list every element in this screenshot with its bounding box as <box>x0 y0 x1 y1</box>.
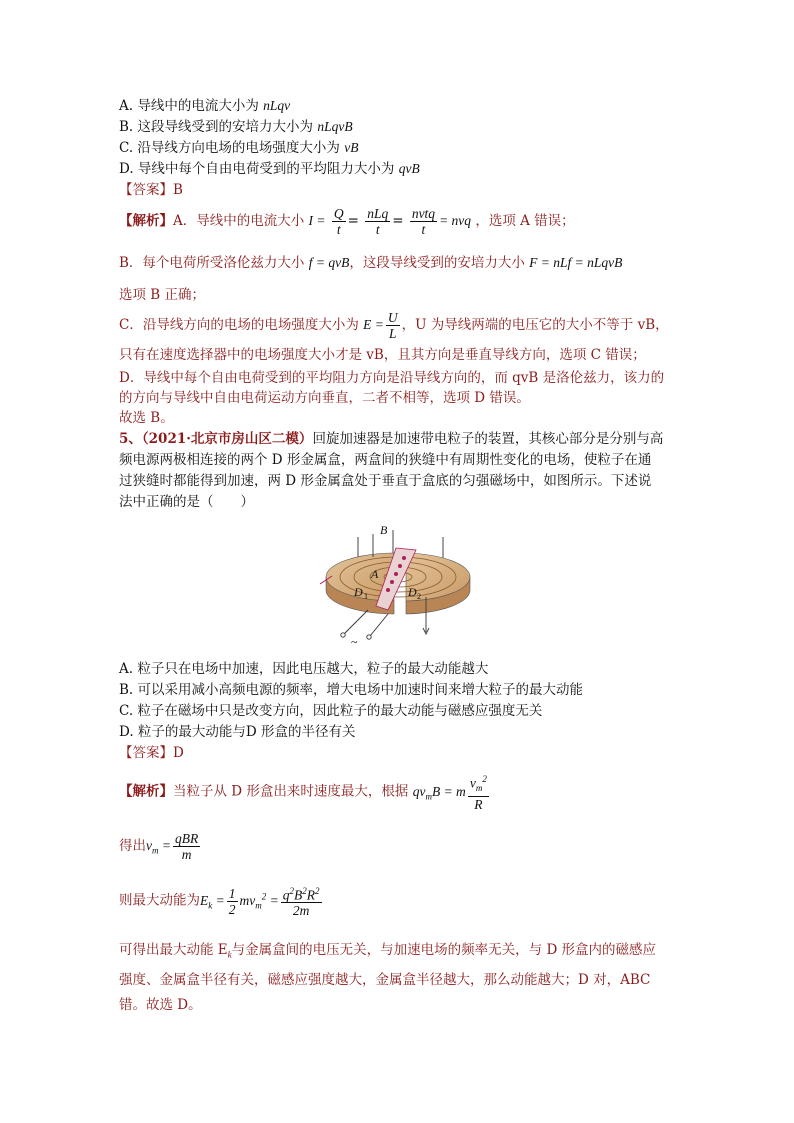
q5-option-d: D. 粒子的最大动能与D 形盒的半径有关 <box>119 724 356 740</box>
q4-analysis-c: C．沿导线方向的电场的电场强度大小为 E = $\frac{U}{L}$ ，U 为导线两端的电压它的大小不等于 vB， <box>119 310 669 341</box>
q5-option-c: C. 粒子在磁场中只是改变方向，因此粒子的最大动能与磁感应强度无关 <box>119 703 543 719</box>
q5-stem-line-3: 过狭缝时都能得到加速，两 D 形金属盒处于垂直于盒底的匀强磁场中，如图所示。下述说 <box>119 473 652 489</box>
label-d1-sub: 1 <box>364 592 368 601</box>
power-leads <box>341 610 388 639</box>
q5-stem-line-1: 5、（2021·北京市房山区二模）回旋加速器是加速带电粒子的装置，其核心部分是分别与高 <box>119 431 664 447</box>
q5-stem-line-2: 频电源两极相连接的两个 D 形金属盒，两盒间的狭缝中有周期性变化的电场，使粒子在通 <box>119 452 652 468</box>
q4-analysis-d-line1: D．导线中每个自由电荷受到的平均阻力方向是沿导线方向的，而 qvB 是洛伦兹力，该力的 <box>119 370 665 386</box>
q4-answer: 【答案】B <box>119 182 183 198</box>
q4-analysis-c-line2: 只有在速度选择器中的电场强度大小才是 vB，且其方向是垂直导线方向，选项 C 错误； <box>119 347 646 363</box>
label-a: A <box>371 567 379 581</box>
q5-option-a: A. 粒子只在电场中加速，因此电压越大，粒子的最大动能越大 <box>119 661 489 677</box>
q5-answer: 【答案】D <box>119 745 184 761</box>
q4-analysis-a: 【解析】A．导线中的电流大小 I = $\frac{Q}{t}$ = $\frac{\text{nLq}}{t}$ = $\frac{\text{nvtq}}{t}$ = nvq ，选项 A 错误； <box>119 206 575 237</box>
label-d2: D <box>408 585 417 599</box>
label-b: B <box>380 523 388 537</box>
label-d1: D <box>354 585 363 599</box>
q5-analysis-2: 得出$v_m$ = $\frac{\text{qBR}}{m}$ <box>119 831 199 862</box>
q4-option-c: C. 沿导线方向电场的电场强度大小为 vB <box>119 140 359 156</box>
q5-final-line-3: 错。故选 D。 <box>119 997 202 1013</box>
q4-conclusion: 故选 B。 <box>119 410 174 426</box>
q4-option-d: D. 导线中每个自由电荷受到的平均阻力大小为 qvB <box>119 161 420 177</box>
q4-option-a: A. 导线中的电流大小为 nLqv <box>119 98 291 114</box>
label-ac: ~ <box>351 635 358 647</box>
q5-final-line-1: 可得出最大动能 $E_k$与金属盒间的电压无关，与加速电场的频率无关，与 D 形盒内的磁感应 <box>119 942 657 960</box>
q5-analysis-3: 则最大动能为$E_k$ = $\frac{1}{2}$ $mv_m^2$ = $\frac{q^2B^2R^2}{2m}$ <box>119 885 320 919</box>
cyclotron-figure <box>318 522 478 647</box>
q5-final-line-2: 强度、金属盒半径有关，磁感应强度越大，金属盒半径越大，那么动能越大；D 对，ABC <box>119 972 651 988</box>
label-d2-sub: 2 <box>417 592 421 601</box>
q4-analysis-b-tail: 选项 B 正确； <box>119 287 206 303</box>
q4-analysis-d-line2: 的方向与导线中自由电荷运动方向垂直，二者不相等，选项 D 错误。 <box>119 390 530 406</box>
q5-option-b: B. 可以采用减小高频电源的频率，增大电场中加速时间来增大粒子的最大动能 <box>119 682 584 698</box>
q5-stem-line-4: 法中正确的是（ ） <box>119 494 254 510</box>
q4-option-b: B. 这段导线受到的安培力大小为 nLqvB <box>119 119 353 135</box>
q5-analysis-1: 【解析】当粒子从 D 形盒出来时速度最大，根据 $qv_mB = m$ $\frac{v_m^2}{R}$ <box>119 774 487 813</box>
q4-analysis-b: B．每个电荷所受洛伦兹力大小 f = qvB，这段导线受到的安培力大小 F = nLf = nLqvB <box>119 255 623 271</box>
